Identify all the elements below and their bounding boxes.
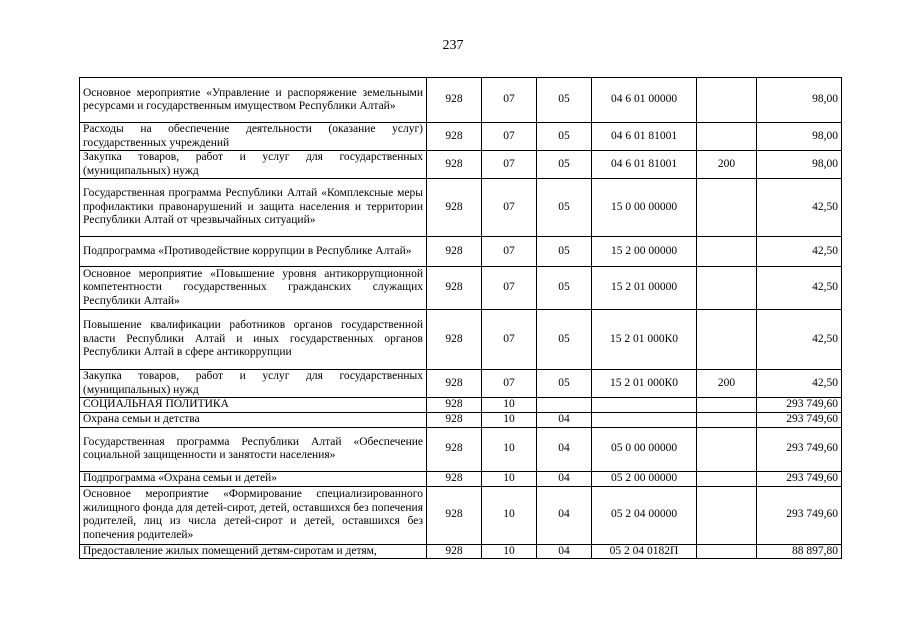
admin-code-cell: 928 [427,267,482,310]
target-article-cell: 15 2 01 000К0 [592,310,697,370]
amount-cell: 42,50 [757,267,842,310]
item-name-cell: Охрана семьи и детства [80,413,427,428]
amount-cell: 88 897,80 [757,544,842,559]
target-article-cell: 15 2 00 00000 [592,237,697,267]
expense-type-cell [697,310,757,370]
target-article-cell: 05 2 04 00000 [592,486,697,544]
section-code-cell: 07 [482,370,537,398]
admin-code-cell: 928 [427,471,482,486]
item-name-cell: Расходы на обеспечение деятельности (оказание услуг) государственных учреждений [80,123,427,151]
target-article-cell: 05 2 04 0182П [592,544,697,559]
expense-type-cell [697,179,757,237]
expense-type-cell [697,78,757,123]
item-name-cell: Закупка товаров, работ и услуг для государственных (муниципальных) нужд [80,370,427,398]
budget-table [79,77,842,559]
subsection-code-cell: 04 [537,544,592,559]
item-name-cell: Предоставление жилых помещений детям-сиротам и детям, [80,544,427,559]
amount-cell: 293 749,60 [757,471,842,486]
table-row [80,123,842,151]
subsection-code-cell: 05 [537,237,592,267]
admin-code-cell: 928 [427,310,482,370]
budget-table-body [80,78,842,559]
subsection-code-cell: 04 [537,427,592,471]
target-article-cell: 15 0 00 00000 [592,179,697,237]
item-name-cell: Основное мероприятие «Формирование специализированного жилищного фонда для детей-сирот, детей, оставшихся без попечения родителей, лиц из числа детей-сирот и детей, оставшихся без попечения родителей» [80,486,427,544]
admin-code-cell: 928 [427,544,482,559]
item-name-cell: Закупка товаров, работ и услуг для государственных (муниципальных) нужд [80,151,427,179]
expense-type-cell [697,413,757,428]
admin-code-cell: 928 [427,151,482,179]
subsection-code-cell [537,398,592,413]
admin-code-cell: 928 [427,398,482,413]
target-article-cell: 05 2 00 00000 [592,471,697,486]
subsection-code-cell: 05 [537,78,592,123]
subsection-code-cell: 05 [537,123,592,151]
amount-cell: 98,00 [757,78,842,123]
admin-code-cell: 928 [427,123,482,151]
admin-code-cell: 928 [427,486,482,544]
subsection-code-cell: 05 [537,310,592,370]
subsection-code-cell: 04 [537,471,592,486]
table-row [80,151,842,179]
table-row [80,486,842,544]
expense-type-cell [697,237,757,267]
expense-type-cell [697,486,757,544]
amount-cell: 98,00 [757,123,842,151]
section-code-cell: 10 [482,471,537,486]
section-code-cell: 07 [482,237,537,267]
admin-code-cell: 928 [427,179,482,237]
item-name-cell: Основное мероприятие «Повышение уровня антикоррупционной компетентности государственных гражданских служащих Республики Алтай» [80,267,427,310]
amount-cell: 42,50 [757,310,842,370]
item-name-cell: Основное мероприятие «Управление и распоряжение земельными ресурсами и государственным имуществом Республики Алтай» [80,78,427,123]
amount-cell: 98,00 [757,151,842,179]
expense-type-cell [697,427,757,471]
amount-cell: 42,50 [757,237,842,267]
section-code-cell: 10 [482,486,537,544]
target-article-cell [592,413,697,428]
section-code-cell: 10 [482,427,537,471]
amount-cell: 293 749,60 [757,413,842,428]
subsection-code-cell: 04 [537,486,592,544]
subsection-code-cell: 05 [537,151,592,179]
subsection-code-cell: 05 [537,267,592,310]
admin-code-cell: 928 [427,237,482,267]
expense-type-cell [697,471,757,486]
expense-type-cell [697,544,757,559]
expense-type-cell [697,123,757,151]
section-code-cell: 07 [482,78,537,123]
section-code-cell: 07 [482,310,537,370]
expense-type-cell [697,398,757,413]
item-name-cell: СОЦИАЛЬНАЯ ПОЛИТИКА [80,398,427,413]
target-article-cell: 04 6 01 81001 [592,123,697,151]
item-name-cell: Государственная программа Республики Алтай «Обеспечение социальной защищенности и занятости населения» [80,427,427,471]
item-name-cell: Подпрограмма «Противодействие коррупции в Республике Алтай» [80,237,427,267]
page-number: 237 [442,38,464,53]
amount-cell: 42,50 [757,179,842,237]
item-name-cell: Подпрограмма «Охрана семьи и детей» [80,471,427,486]
target-article-cell: 05 0 00 00000 [592,427,697,471]
table-row [80,78,842,123]
target-article-cell: 04 6 01 81001 [592,151,697,179]
subsection-code-cell: 05 [537,370,592,398]
table-row [80,413,842,428]
table-row [80,427,842,471]
amount-cell: 42,50 [757,370,842,398]
admin-code-cell: 928 [427,370,482,398]
table-row [80,370,842,398]
table-row [80,310,842,370]
section-code-cell: 07 [482,267,537,310]
amount-cell: 293 749,60 [757,398,842,413]
expense-type-cell [697,267,757,310]
section-code-cell: 10 [482,398,537,413]
table-row [80,237,842,267]
expense-type-cell: 200 [697,151,757,179]
target-article-cell: 04 6 01 00000 [592,78,697,123]
subsection-code-cell: 04 [537,413,592,428]
target-article-cell: 15 2 01 00000 [592,267,697,310]
section-code-cell: 07 [482,151,537,179]
amount-cell: 293 749,60 [757,427,842,471]
section-code-cell: 07 [482,123,537,151]
admin-code-cell: 928 [427,427,482,471]
table-row [80,179,842,237]
table-row [80,267,842,310]
section-code-cell: 07 [482,179,537,237]
admin-code-cell: 928 [427,413,482,428]
table-row [80,544,842,559]
section-code-cell: 10 [482,413,537,428]
target-article-cell [592,398,697,413]
subsection-code-cell: 05 [537,179,592,237]
amount-cell: 293 749,60 [757,486,842,544]
admin-code-cell: 928 [427,78,482,123]
item-name-cell: Государственная программа Республики Алтай «Комплексные меры профилактики правонарушений и защита населения и территории Республики Алтай от чрезвычайных ситуаций» [80,179,427,237]
section-code-cell: 10 [482,544,537,559]
table-row [80,398,842,413]
table-row [80,471,842,486]
target-article-cell: 15 2 01 000К0 [592,370,697,398]
expense-type-cell: 200 [697,370,757,398]
item-name-cell: Повышение квалификации работников органов государственной власти Республики Алтай и иных государственных органов Республики Алтай в сфере антикоррупции [80,310,427,370]
